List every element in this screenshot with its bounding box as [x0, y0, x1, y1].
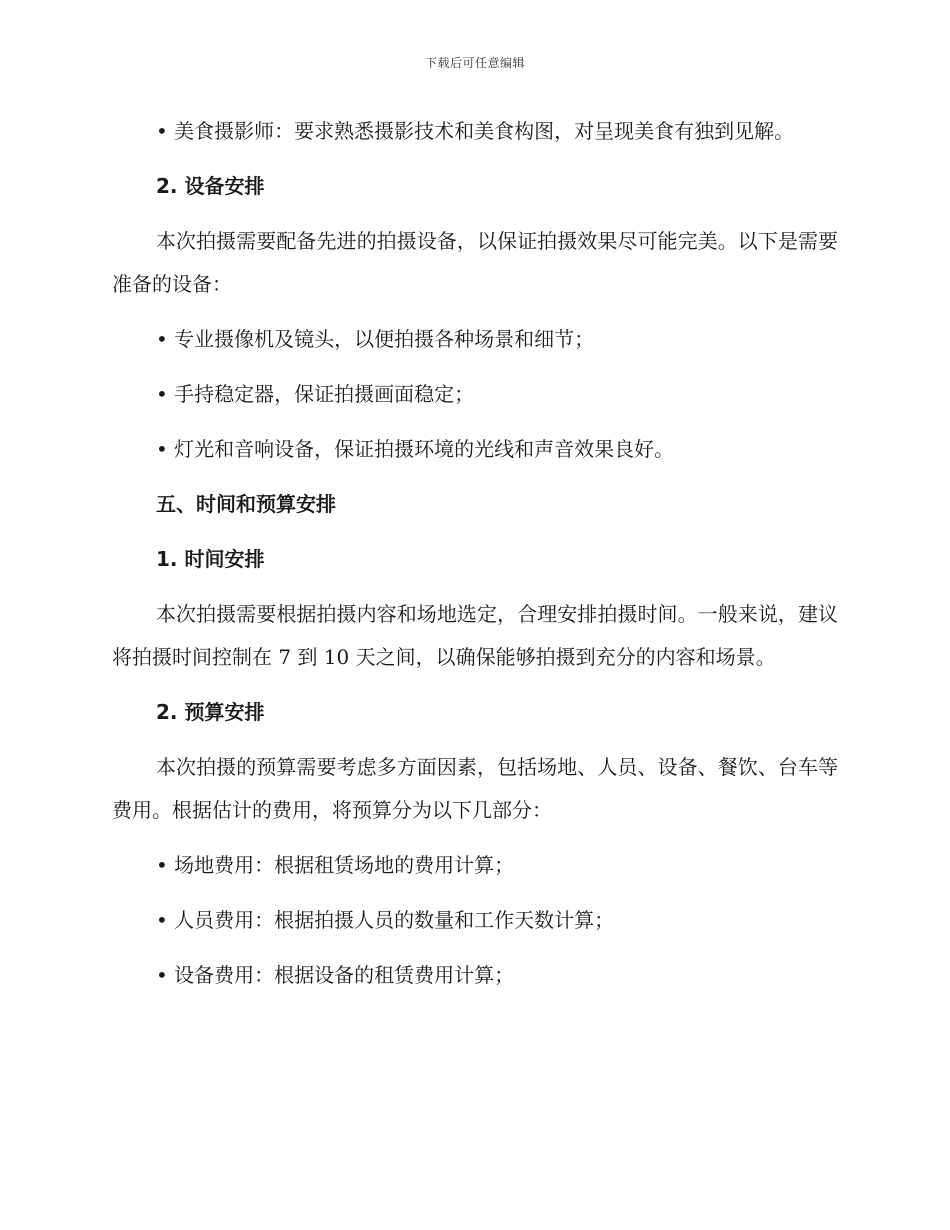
section-heading-budget: 2. 预算安排 [156, 700, 265, 724]
bullet-food-photographer: • 美食摄影师：要求熟悉摄影技术和美食构图，对呈现美食有独到见解。 [156, 119, 795, 143]
section-heading-equipment: 2. 设备安排 [156, 174, 265, 198]
bullet-staff-cost: • 人员费用：根据拍摄人员的数量和工作天数计算； [156, 908, 615, 932]
bullet-venue-cost: • 场地费用：根据租赁场地的费用计算； [156, 853, 515, 877]
bullet-lighting-audio: • 灯光和音响设备，保证拍摄环境的光线和声音效果良好。 [156, 437, 675, 461]
header-note: 下载后可任意编辑 [424, 56, 525, 70]
paragraph-time-plan: 本次拍摄需要根据拍摄内容和场地选定，合理安排拍摄时间。一般来说，建议将拍摄时间控制在 7 到 10 天之间，以确保能够拍摄到充分的内容和场景。 [112, 602, 838, 669]
section-heading-time: 1. 时间安排 [156, 547, 265, 571]
bullet-equipment-cost: • 设备费用：根据设备的租赁费用计算； [156, 963, 515, 987]
section-heading-time-budget: 五、时间和预算安排 [156, 492, 336, 516]
paragraph-equipment-intro: 本次拍摄需要配备先进的拍摄设备，以保证拍摄效果尽可能完美。以下是需要准备的设备： [112, 229, 838, 296]
bullet-stabilizer: • 手持稳定器，保证拍摄画面稳定； [156, 382, 475, 406]
document-body [112, 110, 838, 997]
paragraph-budget-plan: 本次拍摄的预算需要考虑多方面因素，包括场地、人员、设备、餐饮、台车等费用。根据估计的费用，将预算分为以下几部分： [112, 755, 838, 822]
bullet-camera: • 专业摄像机及镜头，以便拍摄各种场景和细节； [156, 327, 595, 351]
